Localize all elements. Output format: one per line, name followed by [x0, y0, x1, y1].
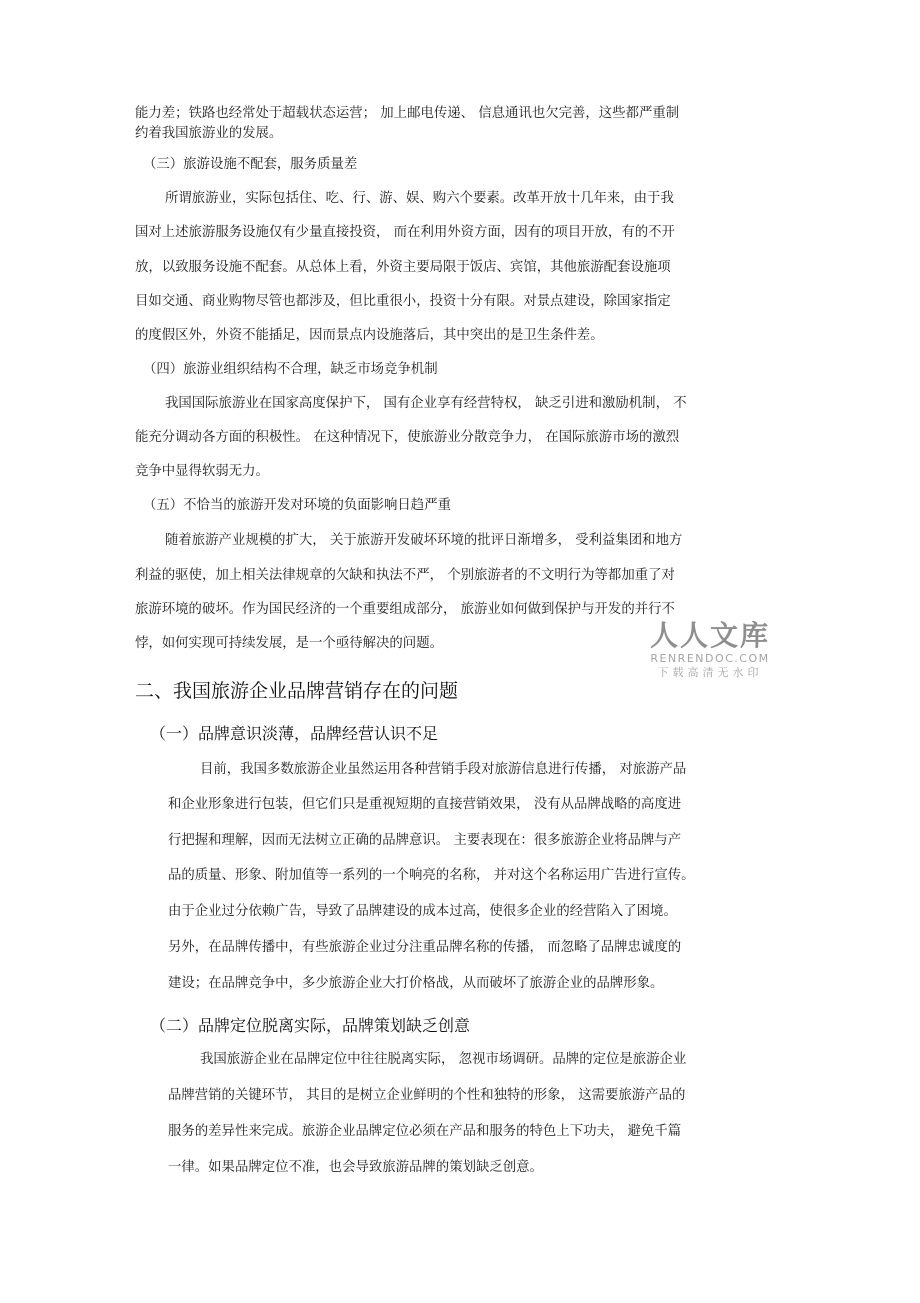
paragraph-line: 品的质量、形象、附加值等一系列的一个响亮的名称， 并对这个名称运用广告进行宣传。 [168, 868, 695, 883]
paragraph-line: 品牌营销的关键环节， 其目的是树立企业鲜明的个性和独特的形象， 这需要旅游产品的 [168, 1088, 686, 1103]
paragraph-line: 能充分调动各方面的积极性。 在这种情况下，使旅游业分散竞争力， 在国际旅游市场的激烈 [135, 430, 680, 445]
section-heading: 二、我国旅游企业品牌营销存在的问题 [135, 680, 459, 702]
subsection-heading: （五）不恰当的旅游开发对环境的负面影响日趋严重 [143, 498, 451, 513]
watermark-subtitle: 下载高清无水印 [657, 666, 763, 679]
paragraph-line: 悖，如何实现可持续发展，是一个亟待解决的问题。 [135, 636, 443, 651]
paragraph-line: 我国国际旅游业在国家高度保护下， 国有企业享有经营特权， 缺乏引进和激励机制， 不 [165, 396, 687, 411]
paragraph-line: 和企业形象进行包装，但它们只是重视短期的直接营销效果， 没有从品牌战略的高度进 [168, 797, 682, 812]
paragraph-line: 建设；在品牌竞争中，多少旅游企业大打价格战，从而破坏了旅游企业的品牌形象。 [168, 976, 664, 991]
paragraph-line: 目如交通、商业购物尽管也都涉及，但比重很小，投资十分有限。对景点建设，除国家指定 [135, 294, 671, 309]
paragraph-line: 利益的驱使，加上相关法律规章的欠缺和执法不严， 个别旅游者的不文明行为等都加重了对 [135, 568, 675, 583]
paragraph-line: 行把握和理解，因而无法树立正确的品牌意识。 主要表现在：很多旅游企业将品牌与产 [168, 833, 682, 848]
paragraph-line: 我国旅游企业在品牌定位中往往脱离实际， 忽视市场调研。品牌的定位是旅游企业 [200, 1052, 687, 1067]
subsection-heading: （一）品牌意识淡薄，品牌经营认识不足 [150, 724, 439, 743]
paragraph-line: 竞争中显得软弱无力。 [135, 464, 269, 479]
paragraph-line: 由于企业过分依赖广告，导致了品牌建设的成本过高，使很多企业的经营陷入了困境。 [168, 904, 677, 919]
paragraph-line: 国对上述旅游服务设施仅有少量直接投资， 而在利用外资方面，因有的项目开放，有的不开 [135, 225, 675, 240]
paragraph-line: 能力差；铁路也经常处于超载状态运营； 加上邮电传递、 信息通讯也欠完善，这些都严重制 [135, 106, 680, 121]
paragraph-line: 所谓旅游业，实际包括住、吃、行、游、娱、购六个要素。改革开放十几年来，由于我 [165, 191, 674, 206]
paragraph-line: 服务的差异性来完成。旅游企业品牌定位必须在产品和服务的特色上下功夫， 避免千篇 [168, 1124, 682, 1139]
paragraph-line: 一律。如果品牌定位不准，也会导致旅游品牌的策划缺乏创意。 [168, 1160, 543, 1175]
paragraph-line: 约着我国旅游业的发展。 [135, 126, 283, 141]
subsection-heading: （三）旅游设施不配套，服务质量差 [143, 157, 358, 172]
subsection-heading: （四）旅游业组织结构不合理，缺乏市场竞争机制 [143, 362, 438, 377]
paragraph-line: 目前，我国多数旅游企业虽然运用各种营销手段对旅游信息进行传播， 对旅游产品 [200, 762, 687, 777]
paragraph-line: 放，以致服务设施不配套。从总体上看，外资主要局限于饭店、宾馆，其他旅游配套设施项 [135, 260, 671, 275]
paragraph-line: 的度假区外，外资不能插足，因而景点内设施落后，其中突出的是卫生条件差。 [135, 328, 604, 343]
watermark-title: 人人文库 [649, 619, 770, 652]
paragraph-line: 旅游环境的破坏。作为国民经济的一个重要组成部分， 旅游业如何做到保护与开发的并行不 [135, 602, 675, 617]
paragraph-line: 随着旅游产业规模的扩大， 关于旅游开发破坏环境的批评日渐增多， 受利益集团和地方 [165, 533, 683, 548]
paragraph-line: 另外，在品牌传播中，有些旅游企业过分注重品牌名称的传播， 而忽略了品牌忠诚度的 [168, 940, 682, 955]
watermark-url: RENRENDOC.COM [650, 652, 770, 665]
watermark-logo [644, 620, 776, 680]
subsection-heading: （二）品牌定位脱离实际，品牌策划缺乏创意 [150, 1016, 471, 1035]
